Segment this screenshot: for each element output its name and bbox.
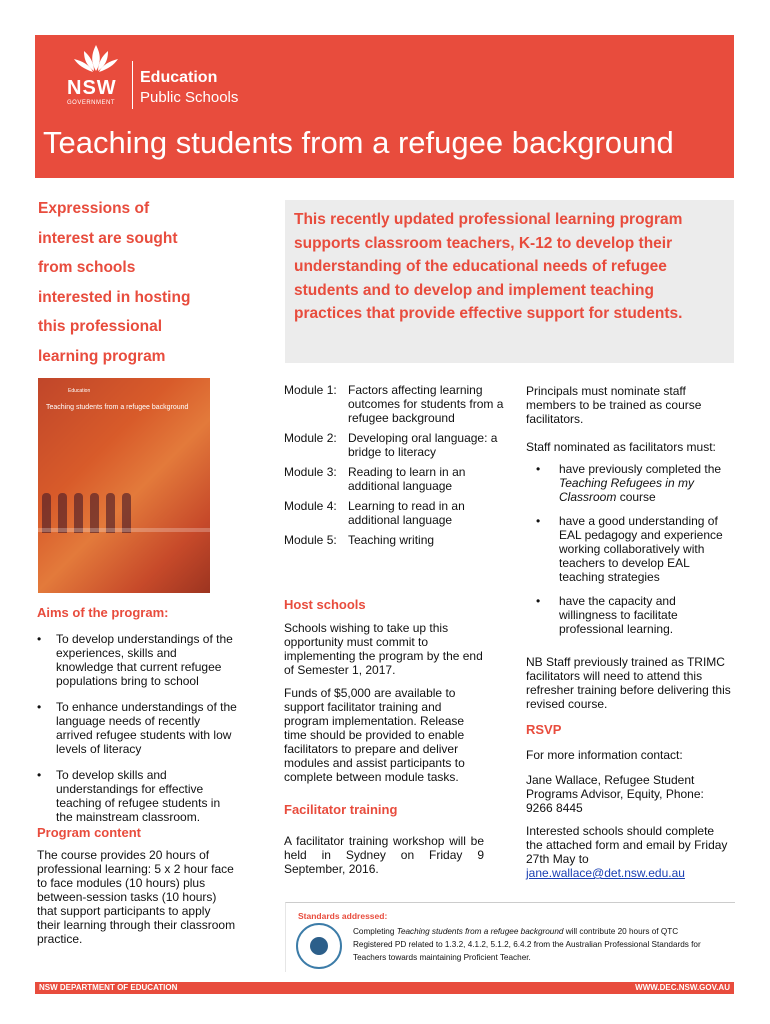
program-content-heading: Program content	[37, 825, 142, 840]
page-title: Teaching students from a refugee background	[43, 125, 674, 160]
info-text: For more information contact:	[526, 748, 683, 762]
rsvp-heading: RSVP	[526, 722, 562, 737]
nb-note: NB Staff previously trained as TRIMC facilitators will need to attend this refresher training before delivering this revised course.	[526, 655, 731, 711]
expressions-of-interest-heading	[38, 194, 238, 371]
program-content-text: The course provides 20 hours of professional learning: 5 x 2 hour face to face modules (10 hours) plus between-session tasks (10 hours) that support participants to apply their learning through their classroom practice.	[37, 848, 236, 946]
course-name: Teaching Refugees in my Classroom	[559, 476, 694, 504]
module-number: Module 3:	[284, 465, 337, 479]
eoi-line: learning program	[38, 347, 166, 365]
cover-title: Teaching students from a refugee background	[46, 404, 189, 411]
module-item	[284, 533, 504, 547]
eoi-line: this professional	[38, 318, 163, 335]
public-schools-wordmark: Public Schools	[140, 89, 239, 106]
intro-text: This recently updated professional learning program supports classroom teachers, K-12 to develop their understanding of the educational needs of refugee students and to develop and implement teaching practices that provide effective support for students.	[294, 211, 683, 322]
footer-website[interactable]: WWW.DEC.NSW.GOV.AU	[635, 983, 730, 992]
module-number: Module 1:	[284, 383, 337, 397]
badge-center	[310, 937, 328, 955]
list-item: • have a good understanding of EAL pedagogy and experience working collaboratively with teachers to develop EAL teaching strategies	[526, 514, 736, 584]
module-text: Factors affecting learning outcomes for students from a refugee background	[348, 383, 504, 425]
nsw-education-logo	[52, 45, 252, 105]
module-number: Module 2:	[284, 431, 337, 445]
eoi-line: interest are sought	[38, 229, 178, 247]
footer-bar	[35, 982, 734, 994]
module-number: Module 5:	[284, 533, 337, 547]
list-item: • To develop skills and understandings for effective teaching of refugee students in the mainstream classroom.	[37, 768, 237, 824]
principals-text: Principals must nominate staff members to be trained as course facilitators.	[526, 384, 702, 426]
standards-text-end: will contribute 20 hours of QTC Registered PD related to 1.3.2, 4.1.2, 5.1.2, 6.4.2 from the Australian Professional Standards for Teachers towards maintaining Proficient Teacher.	[353, 927, 701, 962]
staff-requirements-list	[526, 462, 736, 646]
cover-education-label: Education	[68, 388, 91, 394]
program-cover-image	[38, 378, 210, 593]
facilitator-training-heading: Facilitator training	[284, 802, 398, 817]
host-schools-heading: Host schools	[284, 597, 366, 612]
standards-box	[285, 902, 735, 972]
module-item	[284, 431, 504, 459]
cover-strip	[38, 528, 210, 532]
cover-figures	[42, 493, 162, 548]
standards-heading: Standards addressed:	[298, 911, 388, 921]
header-banner	[35, 35, 734, 178]
list-item	[526, 462, 736, 504]
footer-department: NSW DEPARTMENT OF EDUCATION	[39, 983, 178, 992]
facilitator-training-text: A facilitator training workshop will be held in Sydney on Friday 9 September, 2016.	[284, 834, 484, 876]
module-list	[284, 383, 504, 553]
staff-requirements-intro: Staff nominated as facilitators must:	[526, 440, 716, 454]
module-item	[284, 499, 504, 527]
logo-divider	[132, 61, 133, 109]
module-item	[284, 465, 504, 493]
nsw-wordmark: NSW	[67, 77, 117, 99]
email-link[interactable]: jane.wallace@det.nsw.edu.au	[526, 866, 685, 880]
list-item: • have the capacity and willingness to facilitate professional learning.	[526, 594, 736, 636]
aims-list	[37, 632, 237, 836]
requirement-text: have previously completed the	[559, 462, 722, 476]
waratah-icon	[66, 43, 126, 77]
education-wordmark: Education	[140, 69, 218, 86]
eoi-line: Expressions of	[38, 200, 150, 217]
program-name: Teaching students from a refugee background	[396, 927, 564, 936]
eoi-line: interested in hosting	[38, 288, 191, 306]
eoi-line: from schools	[38, 259, 136, 276]
standards-text	[353, 925, 718, 964]
interest-text	[526, 824, 731, 880]
government-wordmark: GOVERNMENT	[67, 100, 116, 106]
requirement-text: course	[616, 490, 656, 504]
funding-text: Funds of $5,000 are available to support facilitator training and program implementation. Release time should be provided to enable facilitators to prepare and deliver modules and assist participants to complete between module tasks.	[284, 686, 465, 784]
bostes-badge-icon	[296, 923, 342, 969]
standards-text-start: Completing	[353, 927, 397, 936]
aims-heading: Aims of the program:	[37, 605, 169, 620]
module-item	[284, 383, 504, 425]
host-schools-text: Schools wishing to take up this opportunity must commit to implementing the program by the end of Semester 1, 2017.	[284, 621, 483, 677]
interest-instructions: Interested schools should complete the attached form and email by Friday 27th May to	[526, 824, 728, 866]
module-text: Teaching writing	[348, 533, 435, 547]
list-item: • To develop understandings of the experiences, skills and knowledge that current refugee populations bring to school	[37, 632, 237, 688]
module-text: Learning to read in an additional language	[348, 499, 465, 527]
intro-callout	[285, 200, 734, 363]
list-item: • To enhance understandings of the language needs of recently arrived refugee students with low levels of literacy	[37, 700, 237, 756]
module-number: Module 4:	[284, 499, 337, 513]
module-text: Reading to learn in an additional language	[348, 465, 466, 493]
module-text: Developing oral language: a bridge to literacy	[348, 431, 498, 459]
contact-text: Jane Wallace, Refugee Student Programs Advisor, Equity, Phone: 9266 8445	[526, 773, 704, 815]
